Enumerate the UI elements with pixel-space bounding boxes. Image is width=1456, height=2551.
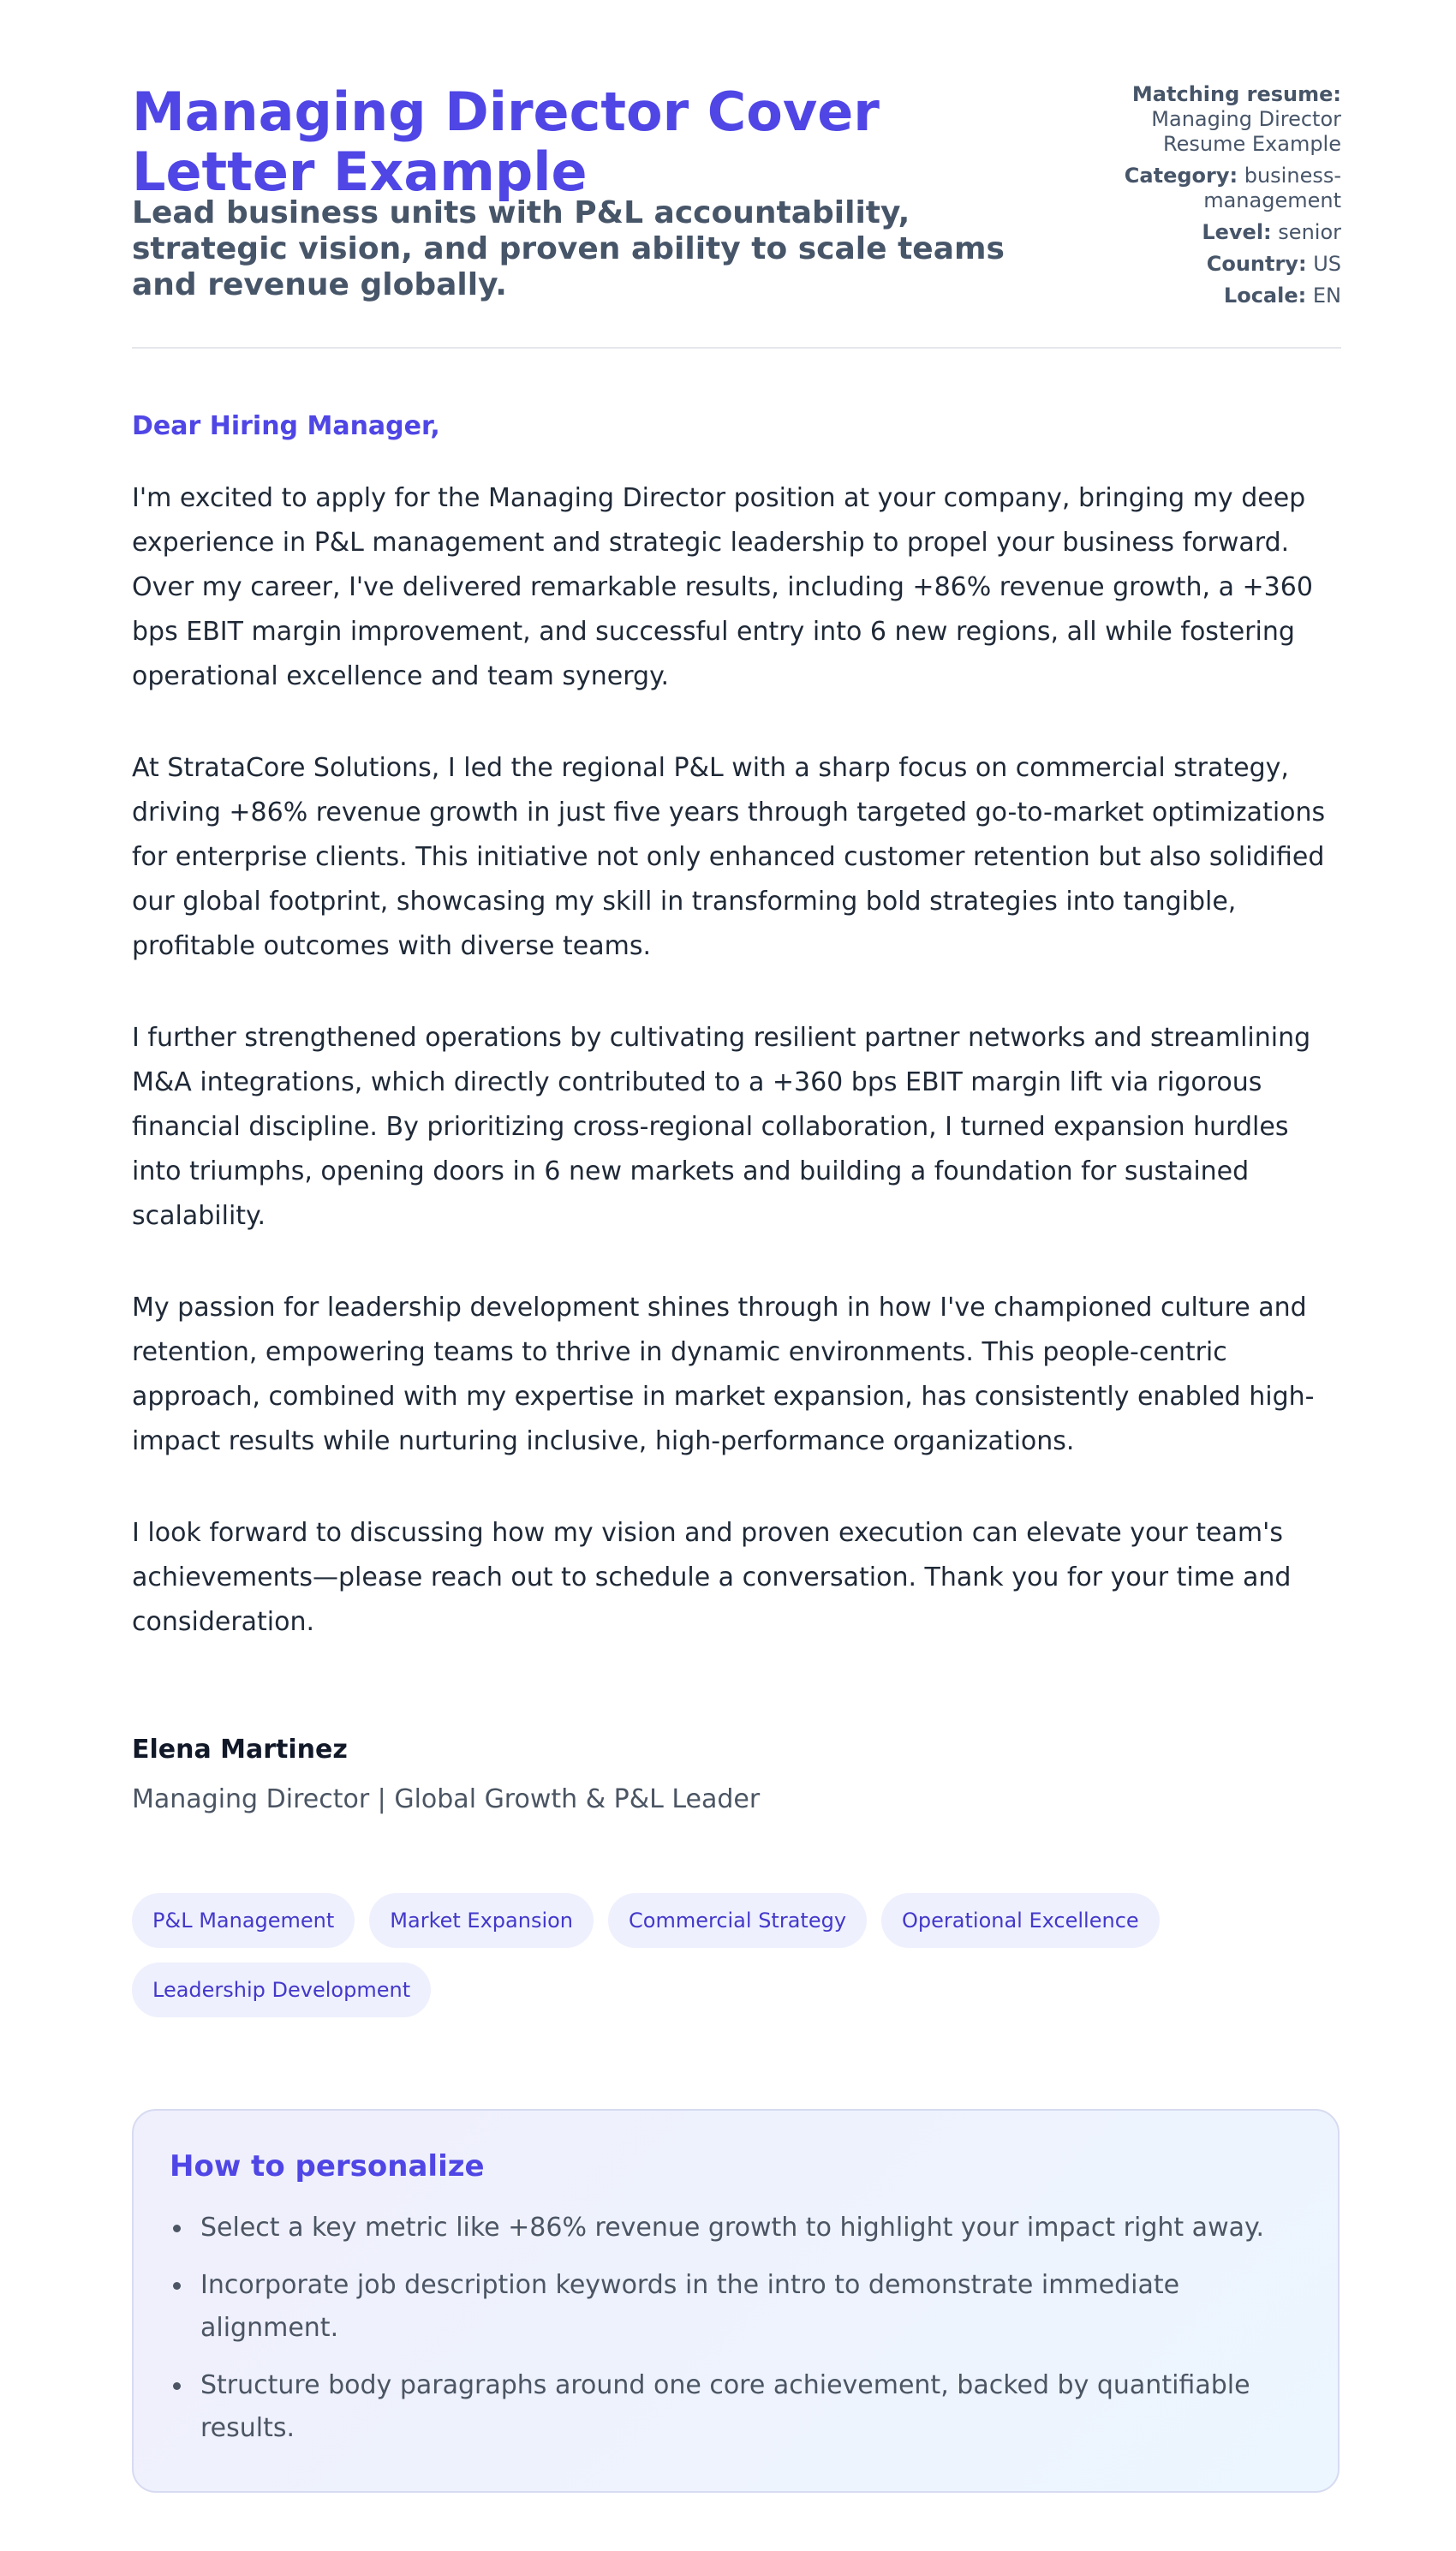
letter-greeting: Dear Hiring Manager,: [132, 411, 440, 441]
bullet-icon: [173, 2382, 181, 2390]
meta-panel: [1084, 82, 1341, 315]
meta-locale: [1084, 284, 1341, 308]
meta-country-value: US: [1313, 252, 1341, 276]
skill-tag: P&L Management: [132, 1893, 355, 1948]
letter-paragraph: I look forward to discussing how my vision and proven execution can elevate your team's achievements—please reach out to schedule a conversation. Thank you for your time and consideration.: [132, 1518, 1292, 1637]
signature-role: Managing Director | Global Growth & P&L Leader: [132, 1784, 761, 1814]
meta-level-value: senior: [1278, 220, 1341, 244]
meta-category-label: Category:: [1124, 164, 1238, 188]
skill-tag: Commercial Strategy: [608, 1893, 867, 1948]
letter-paragraph: At StrataCore Solutions, I led the regional P&L with a sharp focus on commercial strategy, driving +86% revenue growth in just five years through targeted go-to-market optimizations for enterprise clients. This initiative not only enhanced customer retention but also solidified our global footprint, showcasing my skill in transforming bold strategies into tangible, profitable outcomes with diverse teams.: [132, 753, 1326, 961]
meta-matching-resume-label: Matching resume:: [1131, 82, 1341, 106]
skill-tag: Operational Excellence: [881, 1893, 1160, 1948]
page-subtitle: Lead business units with P&L accountability, strategic vision, and proven ability to scale teams and revenue globally.: [132, 195, 1005, 302]
meta-category: [1084, 164, 1341, 213]
skill-tags: [132, 1893, 1245, 2017]
tips-list-item: [170, 2364, 1302, 2450]
skill-tag: Market Expansion: [369, 1893, 594, 1948]
meta-matching-resume-value: Managing Director Resume Example: [1151, 107, 1341, 156]
tips-list: [170, 2207, 1302, 2450]
meta-locale-label: Locale:: [1223, 284, 1307, 308]
tips-item-text: Select a key metric like +86% revenue growth to highlight your impact right away.: [200, 2213, 1264, 2243]
page-title: Managing Director Cover Letter Example: [132, 81, 880, 203]
meta-locale-value: EN: [1312, 284, 1341, 308]
meta-country-label: Country:: [1206, 252, 1307, 276]
letter-paragraph: My passion for leadership development shines through in how I've championed culture and retention, empowering teams to thrive in dynamic environments. This people-centric approach, combined with my expertise in market expansion, has consistently enabled high-impact results while nurturing inclusive, high-performance organizations.: [132, 1293, 1315, 1456]
letter-paragraph: I further strengthened operations by cultivating resilient partner networks and streamlining M&A integrations, which directly contributed to a +360 bps EBIT margin lift via rigorous financial discipline. By prioritizing cross-regional collaboration, I turned expansion hurdles into triumphs, opening doors in 6 new markets and building a foundation for sustained scalability.: [132, 1023, 1311, 1231]
meta-category-value: business-management: [1203, 164, 1341, 212]
meta-matching-resume: [1084, 82, 1341, 157]
meta-level: [1084, 220, 1341, 245]
signature-name: Elena Martinez: [132, 1735, 348, 1765]
personalize-tips-box: [132, 2109, 1340, 2493]
bullet-icon: [173, 2282, 181, 2290]
letter-paragraph: I'm excited to apply for the Managing Director position at your company, bringing my deep experience in P&L management and strategic leadership to propel your business forward. Over my career, I've delivered remarkable results, including +86% revenue growth, a +360 bps EBIT margin improvement, and successful entry into 6 new regions, all while fostering operational excellence and team synergy.: [132, 483, 1313, 691]
meta-level-label: Level:: [1202, 220, 1272, 244]
skill-tag: Leadership Development: [132, 1963, 431, 2017]
tips-item-text: Structure body paragraphs around one core achievement, backed by quantifiable results.: [200, 2370, 1250, 2443]
tips-item-text: Incorporate job description keywords in the intro to demonstrate immediate alignment.: [200, 2270, 1180, 2343]
letter-body: [132, 476, 1344, 1692]
tips-list-item: [170, 2207, 1302, 2249]
bullet-icon: [173, 2225, 181, 2232]
tips-title: How to personalize: [170, 2149, 485, 2184]
meta-country: [1084, 252, 1341, 277]
header-divider: [132, 347, 1341, 349]
tips-list-item: [170, 2264, 1302, 2350]
